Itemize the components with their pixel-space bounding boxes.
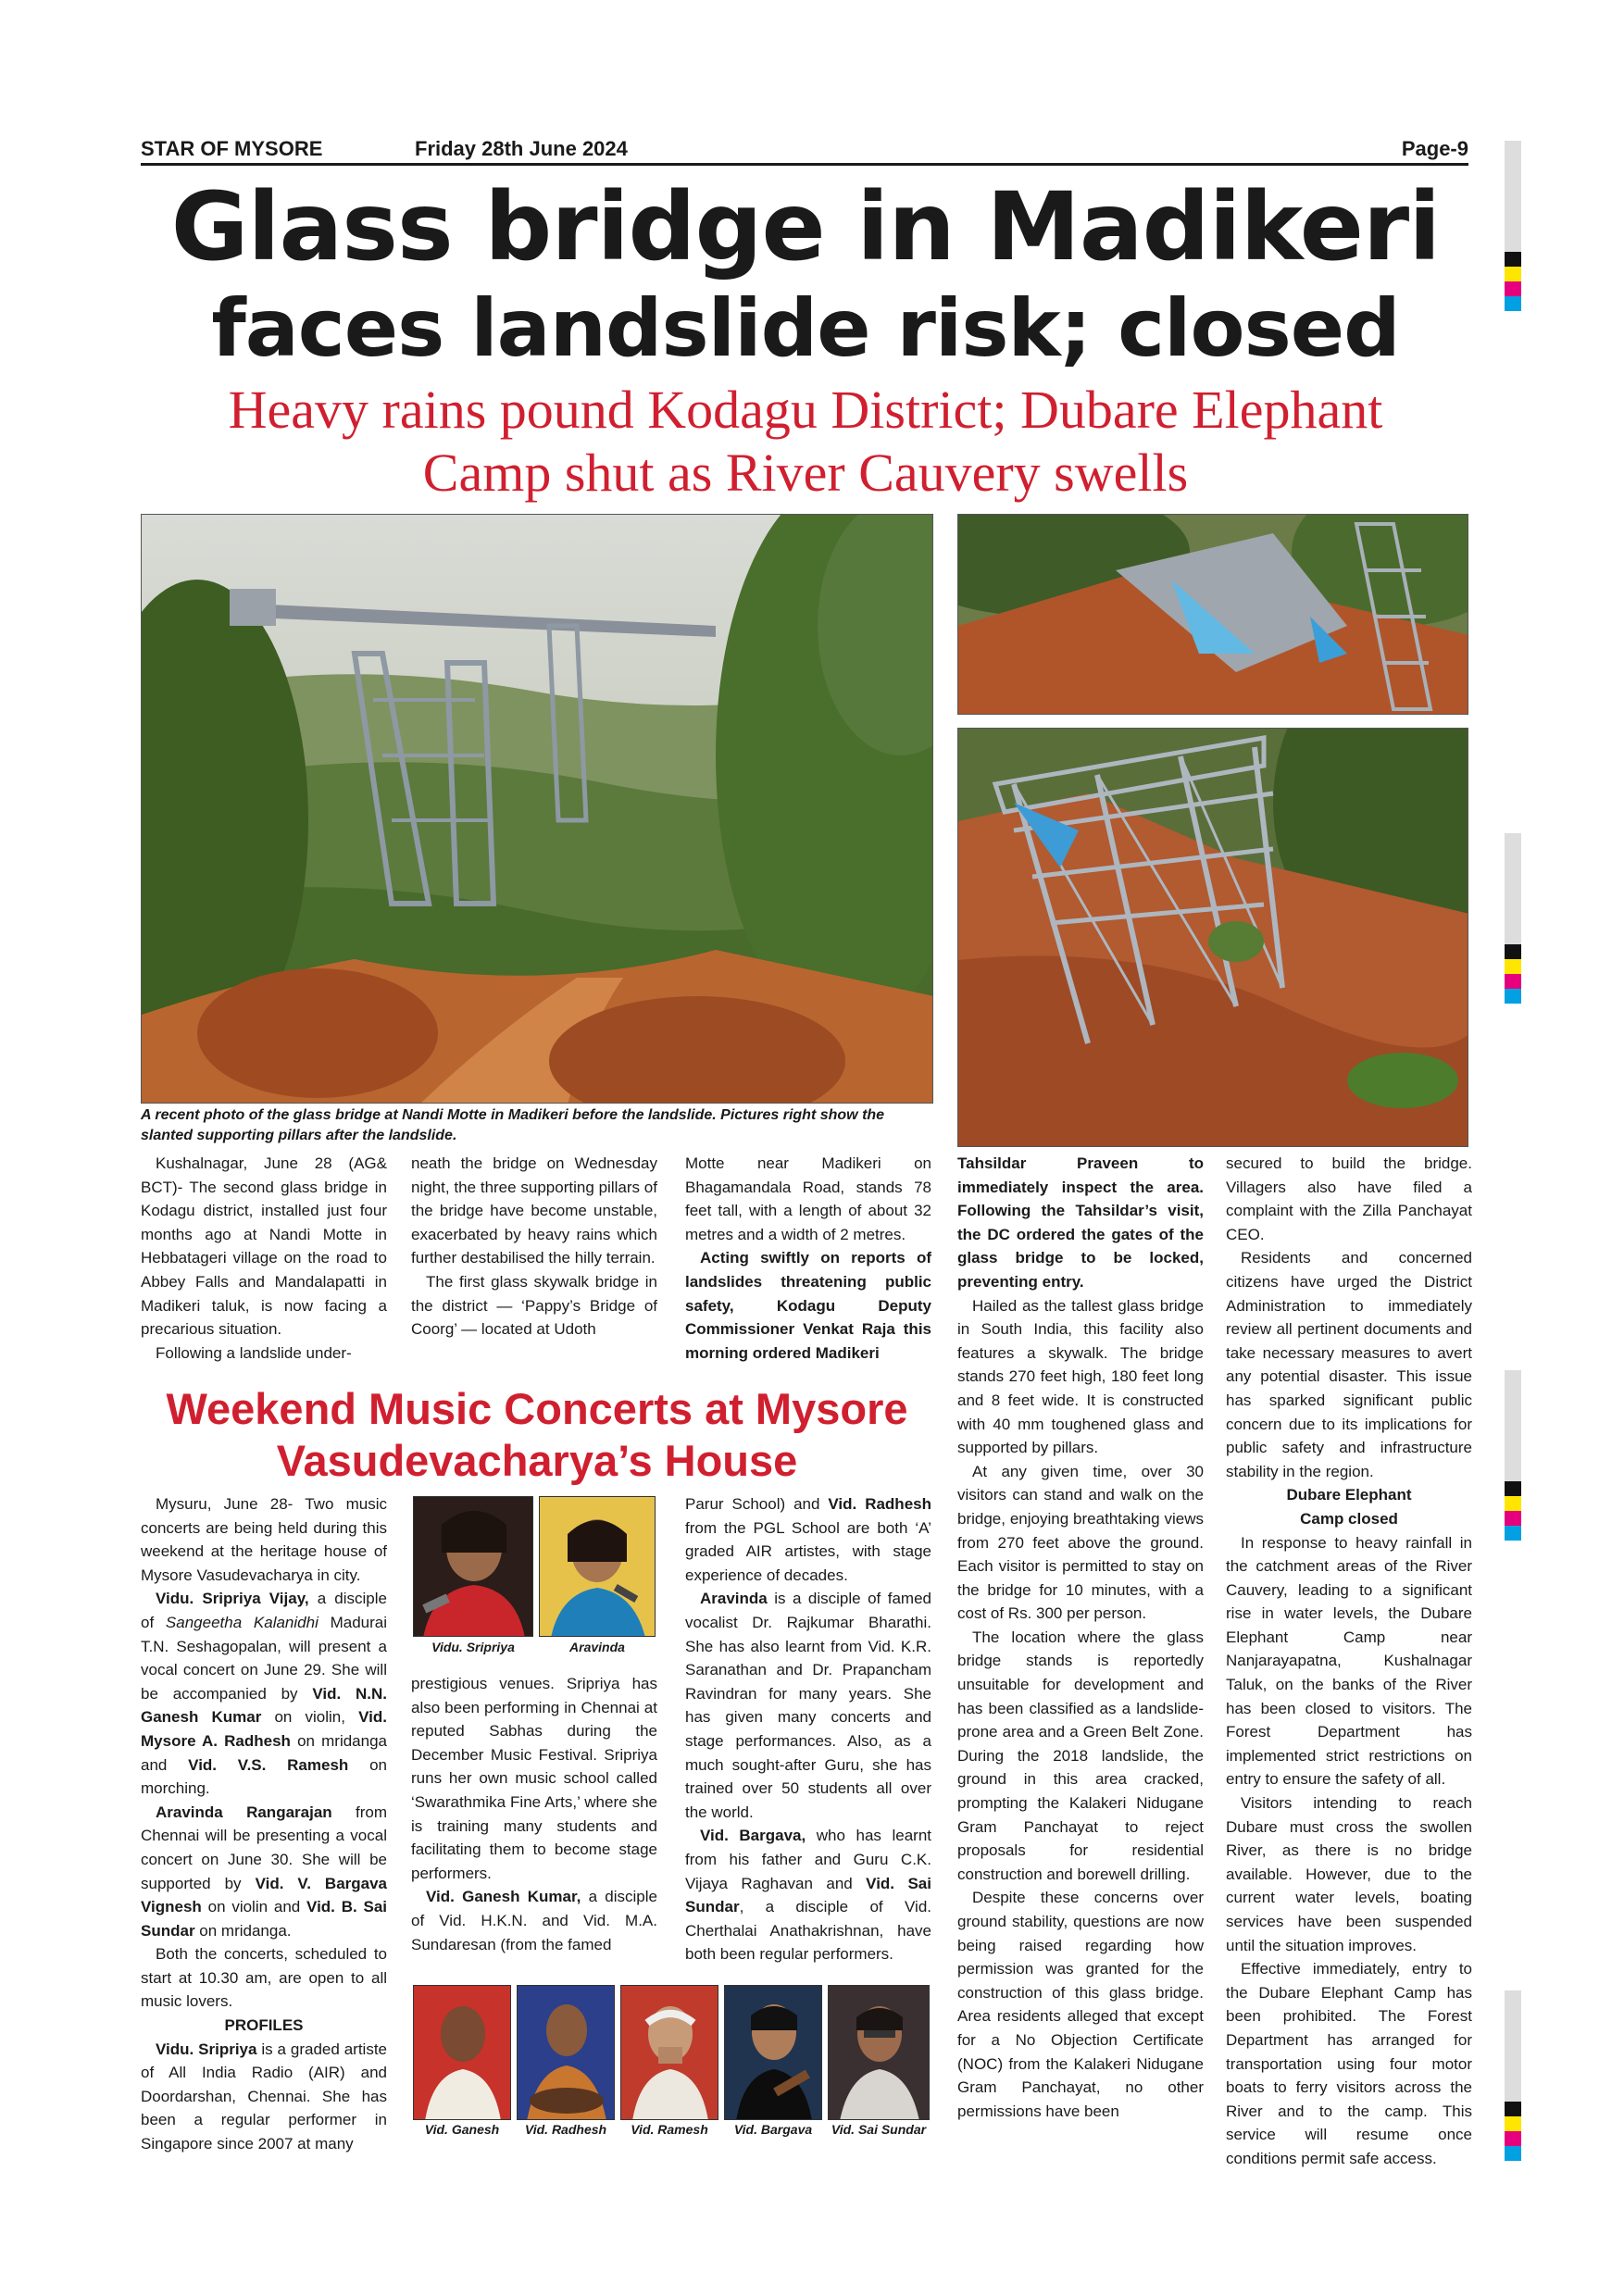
bridge-story-column-5 bbox=[1226, 1152, 1472, 2171]
newspaper-name: STAR OF MYSORE bbox=[141, 137, 323, 160]
text: is a graded artiste of All India Radio (AIR) and Doordarshan, Chennai. She has been a regular performer in Singapore since 2007 at many bbox=[141, 2040, 387, 2153]
paragraph bbox=[685, 1824, 931, 1966]
aravinda-photo bbox=[539, 1496, 656, 1637]
paragraph: Kushalnagar, June 28 (AG& BCT)- The second glass bridge in Kodagu district, installed just four months ago at Nandi Motte in Hebbatageri village on the road to Abbey Falls and Mandalapatti in Madikeri taluk, is now facing a precarious situation. bbox=[141, 1154, 387, 1339]
name: Vidu. Sripriya bbox=[156, 2040, 257, 2058]
paragraph: Effective immediately, entry to the Dubare Elephant Camp has been prohibited. The Forest Department has arranged for transportation using four motor boats to ferry visitors across the River and to the camp. This service will resume once conditions permit safe access. bbox=[1226, 1960, 1472, 2167]
paragraph: Following a landslide under- bbox=[156, 1343, 352, 1362]
photo-label: Vid. Bargava bbox=[733, 2122, 813, 2137]
bridge-story-column-3 bbox=[685, 1152, 931, 1365]
radhesh-photo bbox=[517, 1985, 615, 2120]
name: Vidu. Sripriya Vijay, bbox=[156, 1590, 309, 1608]
name: Vid. N.N. Ganesh Kumar bbox=[141, 1684, 387, 1727]
photo-label: Vid. Sai Sundar bbox=[831, 2122, 927, 2137]
text: on mridanga and bbox=[141, 1731, 387, 1774]
bridge-story-column-4 bbox=[957, 1152, 1204, 2123]
bridge-story-column-1 bbox=[141, 1152, 387, 1365]
paragraph: prestigious venues. Sripriya has also been performing in Chennai at reputed Sabhas during the December Music Festival. Sripriya runs her own music school called ‘Swarathmika Fine Arts,’ where she is training many students and facilitating them to become stage performers. bbox=[411, 1675, 657, 1882]
paragraph: Acting swiftly on reports of landslides threatening public safety, Kodagu Deputy Commissioner Venkat Raja this morning ordered Madikeri bbox=[685, 1249, 931, 1362]
text: Parur School) and bbox=[685, 1495, 829, 1513]
text: who has learnt from his father and Guru C.K. Vijaya Raghavan and bbox=[685, 1827, 931, 1892]
paragraph bbox=[141, 1587, 387, 1800]
paragraph: secured to build the bridge. Villagers also have filed a complaint with the Zilla Panchayat CEO. bbox=[1226, 1154, 1472, 1243]
bargava-photo bbox=[724, 1985, 822, 2120]
paragraph: Both the concerts, scheduled to start at 10.30 am, are open to all music lovers. bbox=[141, 1945, 387, 2011]
paragraph: Motte near Madikeri on Bhagamandala Road, stands 78 feet tall, with a length of about 32 metres and a width of 2 metres. bbox=[685, 1154, 931, 1243]
paragraph: At any given time, over 30 visitors can stand and walk on the bridge, enjoying breathtaking views from 270 feet above the ground. Each visitor is permitted to stay on the bridge for 10 minutes, with a cost of Rs. 300 per person. bbox=[957, 1462, 1204, 1623]
deck-line-2: Camp shut as River Cauvery swells bbox=[422, 443, 1189, 503]
photo-label: Vid. Ganesh bbox=[424, 2122, 500, 2137]
paragraph: Tahsildar Praveen to immediately inspect the area. Following the Tahsildar’s visit, the DC ordered the gates of the glass bridge to be locked, preventing entry. bbox=[957, 1154, 1204, 1291]
text: a disciple of bbox=[141, 1590, 387, 1631]
landslide-photo-top bbox=[957, 514, 1468, 715]
subhead: Dubare Elephant Camp closed bbox=[1286, 1486, 1412, 1528]
text: from Chennai will be presenting a vocal concert on June 30. She will be supported by bbox=[141, 1803, 387, 1892]
photo-label: Vid. Ramesh bbox=[631, 2122, 708, 2137]
name: Vid. Mysore A. Radhesh bbox=[141, 1708, 387, 1750]
text: on violin, bbox=[261, 1708, 359, 1727]
paragraph: Visitors intending to reach Dubare must cross the swollen River, as there is no bridge available. However, due to the current water levels, boating services have been suspended until the situation improves. bbox=[1226, 1794, 1472, 1954]
photo-label: Aravinda bbox=[569, 1640, 625, 1654]
registration-strip bbox=[1505, 141, 1521, 311]
name: Vid. Ganesh Kumar, bbox=[426, 1888, 581, 1906]
paragraph: neath the bridge on Wednesday night, the three supporting pillars of the bridge have become unstable, exacerbated by heavy rains which further destabilised the hilly terrain. bbox=[411, 1154, 657, 1267]
title: Sangeetha Kalanidhi bbox=[165, 1613, 319, 1631]
music-story-column-3 bbox=[685, 1492, 931, 1966]
registration-strip bbox=[1505, 1990, 1521, 2161]
paragraph: Residents and concerned citizens have urged the District Administration to immediately review all pertinent documents and take necessary measures to avert any potential disaster. This issue has sparked significant public concern due to its implications for public safety and infrastructure stability in the region. bbox=[1226, 1249, 1472, 1480]
glass-bridge-photo bbox=[141, 514, 933, 1104]
text: from the PGL School are both ‘A’ graded AIR artistes, with stage experience of decades. bbox=[685, 1518, 931, 1584]
paragraph bbox=[411, 1885, 657, 1956]
text: on violin and bbox=[201, 1898, 307, 1916]
paragraph: Despite these concerns over ground stability, questions are now being raised regarding how permission was granted for the construction of this glass bridge. Area residents alleged that except for a No Objection Certificate (NOC) from the Kalakeri Nidugane Gram Panchayat, no other permissions have been bbox=[957, 1889, 1204, 2120]
text: is a disciple of famed vocalist Dr. Rajkumar Bharathi. She has also learnt from Vid. K.R. Saranathan and Dr. Prapancham Ravindran for many years. She has given many concerts and stage performances. Also, as a much sought-after Guru, she has trained over 50 students all over the world. bbox=[685, 1590, 931, 1821]
text: on morching. bbox=[141, 1755, 387, 1798]
masthead-rule bbox=[141, 163, 1468, 166]
sripriya-photo bbox=[413, 1496, 533, 1637]
photo-label: Vidu. Sripriya bbox=[431, 1640, 515, 1654]
paragraph bbox=[685, 1492, 931, 1587]
main-headline-line-1: Glass bridge in Madikeri bbox=[170, 172, 1441, 282]
music-headline-line-2: Vasudevacharya’s House bbox=[276, 1436, 798, 1485]
name: Vid. V. Bargava Vignesh bbox=[141, 1874, 388, 1916]
paragraph bbox=[141, 1801, 387, 1943]
paragraph bbox=[141, 2038, 387, 2156]
music-headline-line-1: Weekend Music Concerts at Mysore bbox=[166, 1384, 908, 1433]
name: Vid. Sai Sundar bbox=[685, 1874, 931, 1916]
text: on mridanga. bbox=[194, 1921, 292, 1940]
registration-strip bbox=[1505, 833, 1521, 1004]
name: Vid. B. Sai Sundar bbox=[141, 1898, 388, 1940]
music-story-column-2 bbox=[411, 1672, 657, 1956]
ganesh-photo bbox=[413, 1985, 511, 2120]
paragraph: The location where the glass bridge stands is reportedly unsuitable for development and has been classified as a landslide-prone area and a Green Belt Zone. During the 2018 landslide, the ground in this area cracked, prompting the Kalakeri Nidugane Gram Panchayat to reject proposals for residential construction and borewell drilling. bbox=[957, 1628, 1204, 1883]
ramesh-photo bbox=[620, 1985, 718, 2120]
paragraph bbox=[685, 1587, 931, 1824]
name: Vid. Radhesh bbox=[828, 1495, 931, 1513]
registration-strip bbox=[1505, 1370, 1521, 1541]
deck-line-1: Heavy rains pound Kodagu District; Dubare Elephant bbox=[228, 380, 1383, 440]
photo-caption: A recent photo of the glass bridge at Nandi Motte in Madikeri before the landslide. Pictures right show the slanted supporting pillars after the landslide. bbox=[141, 1107, 885, 1143]
landslide-photo-bottom bbox=[957, 728, 1468, 1147]
paragraph: In response to heavy rainfall in the catchment areas of the River Cauvery, leading to a significant rise in water levels, the Dubare Elephant Camp near Nanjarayapatna, Kushalnagar Taluk, on the banks of the River has been closed to visitors. The Forest Department has implemented strict restrictions on entry to ensure the safety of all. bbox=[1226, 1533, 1472, 1789]
profiles-subhead: PROFILES bbox=[224, 2016, 304, 2035]
name: Vid. V.S. Ramesh bbox=[188, 1755, 349, 1774]
name: Aravinda bbox=[700, 1590, 768, 1608]
photo-label: Vid. Radhesh bbox=[524, 2122, 607, 2137]
name: Vid. Bargava, bbox=[700, 1827, 806, 1845]
text: , a disciple of Vid. Cherthalai Anathakrishnan, have both been regular performers. bbox=[685, 1898, 931, 1964]
paragraph: Hailed as the tallest glass bridge in South India, this facility also features a skywalk. The bridge stands 270 feet high, 180 feet long and 8 feet wide. It is constructed with 40 mm toughened glass and supported by pillars. bbox=[957, 1296, 1204, 1457]
paragraph: Mysuru, June 28- Two music concerts are being held during this weekend at the heritage house of Mysore Vasudevacharya in city. bbox=[141, 1495, 387, 1584]
masthead bbox=[141, 137, 1468, 165]
page-number: Page-9 bbox=[1401, 137, 1468, 160]
main-headline-line-2: faces landslide risk; closed bbox=[211, 282, 1400, 375]
text: a disciple of Vid. H.K.N. and Vid. M.A. Sundaresan (from the famed bbox=[411, 1888, 657, 1953]
sai-sundar-photo bbox=[828, 1985, 930, 2120]
text: Madurai T.N. Seshagopalan, will present a vocal concert on June 29. She will be accompanied by bbox=[141, 1613, 387, 1703]
music-story-column-1 bbox=[141, 1492, 387, 2156]
bridge-story-column-2 bbox=[411, 1152, 657, 1341]
name: Aravinda Rangarajan bbox=[156, 1803, 332, 1821]
issue-date: Friday 28th June 2024 bbox=[415, 137, 628, 160]
paragraph: The first glass skywalk bridge in the district — ‘Pappy’s Bridge of Coorg’ — located at Udoth bbox=[411, 1272, 657, 1339]
